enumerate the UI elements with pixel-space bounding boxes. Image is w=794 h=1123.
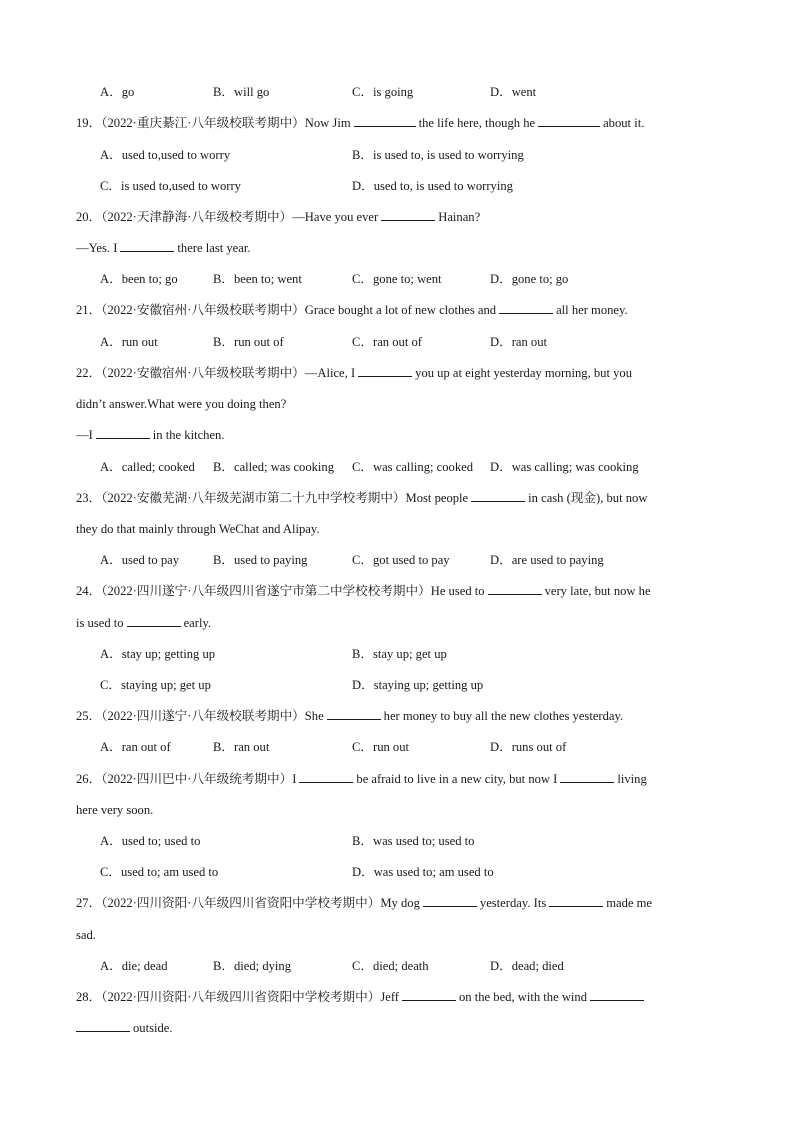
option-c[interactable]: C．died; death <box>352 959 429 973</box>
option-c[interactable]: C．gone to; went <box>352 272 442 286</box>
question-text: I <box>292 772 297 786</box>
question-source: （2022·重庆綦江·八年级校联考期中） <box>101 116 305 130</box>
answer-blank[interactable] <box>299 769 353 783</box>
option-d[interactable]: D．used to, is used to worrying <box>352 179 513 193</box>
answer-blank[interactable] <box>560 769 614 783</box>
answer-blank[interactable] <box>127 613 181 627</box>
question-number: 22． <box>76 366 102 380</box>
question-text: —Yes. I <box>76 241 118 255</box>
question-number: 19． <box>76 116 102 130</box>
question-text: here very soon. <box>76 803 154 817</box>
question-source: （2022·四川资阳·八年级四川省资阳中学校考期中） <box>101 896 381 910</box>
option-a[interactable]: A．used to; used to <box>100 834 201 848</box>
option-c[interactable]: C．is used to,used to worry <box>100 179 241 193</box>
question-number: 24． <box>76 584 102 598</box>
option-c[interactable]: C．used to; am used to <box>100 865 219 879</box>
option-a[interactable]: A．used to,used to worry <box>100 148 231 162</box>
question-28-line-2 <box>76 1018 734 1038</box>
question-number: 28． <box>76 990 102 1004</box>
option-d[interactable]: D．runs out of <box>490 740 567 754</box>
question-text: Jeff <box>380 990 399 1004</box>
option-d[interactable]: D．are used to paying <box>490 553 604 567</box>
question-text: —Alice, I <box>304 366 356 380</box>
answer-blank[interactable] <box>354 113 416 127</box>
question-text: be afraid to live in a new city, but now I <box>356 772 558 786</box>
question-text: sad. <box>76 928 96 942</box>
option-c[interactable]: C．staying up; get up <box>100 678 211 692</box>
question-number: 23． <box>76 491 102 505</box>
option-c[interactable]: C．is going <box>352 85 414 99</box>
question-number: 27． <box>76 896 102 910</box>
option-b[interactable]: B．is used to, is used to worrying <box>352 148 524 162</box>
answer-blank[interactable] <box>538 113 600 127</box>
question-text: Most people <box>405 491 469 505</box>
question-text: is used to <box>76 616 124 630</box>
option-b[interactable]: B．will go <box>213 85 270 99</box>
question-25 <box>76 706 734 726</box>
option-c[interactable]: C．got used to pay <box>352 553 450 567</box>
question-number: 25． <box>76 709 102 723</box>
option-d[interactable]: D．ran out <box>490 335 548 349</box>
answer-blank[interactable] <box>402 987 456 1001</box>
question-source: （2022·天津静海·八年级校考期中） <box>101 210 293 224</box>
question-text: My dog <box>380 896 420 910</box>
question-text: living <box>617 772 647 786</box>
question-text: outside. <box>133 1021 173 1035</box>
answer-blank[interactable] <box>327 706 381 720</box>
answer-blank[interactable] <box>76 1018 130 1032</box>
question-27-line-2 <box>76 925 734 945</box>
option-d[interactable]: D．was used to; am used to <box>352 865 494 879</box>
answer-blank[interactable] <box>590 987 644 1001</box>
answer-blank[interactable] <box>549 893 603 907</box>
question-22 <box>76 363 734 383</box>
answer-blank[interactable] <box>488 581 542 595</box>
question-text: they do that mainly through WeChat and Alipay. <box>76 522 320 536</box>
option-a[interactable]: A．been to; go <box>100 272 178 286</box>
question-text: yesterday. Its <box>479 896 547 910</box>
option-b[interactable]: B．run out of <box>213 335 284 349</box>
answer-blank[interactable] <box>96 425 150 439</box>
question-source: （2022·四川遂宁·八年级四川省遂宁市第二中学校校考期中） <box>101 584 431 598</box>
question-number: 26． <box>76 772 102 786</box>
option-b[interactable]: B．ran out <box>213 740 270 754</box>
question-text: made me <box>606 896 653 910</box>
question-text: early. <box>183 616 212 630</box>
question-source: （2022·四川遂宁·八年级校联考期中） <box>101 709 305 723</box>
question-source: （2022·安徽芜湖·八年级芜湖市第二十九中学校考期中） <box>101 491 406 505</box>
question-27 <box>76 893 734 913</box>
question-24-line-2 <box>76 613 734 633</box>
option-b[interactable]: B．called; was cooking <box>213 460 335 474</box>
question-text: on the bed, with the wind <box>459 990 588 1004</box>
question-text: all her money. <box>556 303 628 317</box>
option-c[interactable]: C．run out <box>352 740 410 754</box>
option-b[interactable]: B．died; dying <box>213 959 292 973</box>
question-26 <box>76 769 734 789</box>
question-text: Hainan? <box>438 210 481 224</box>
question-text: her money to buy all the new clothes yesterday. <box>383 709 624 723</box>
question-23 <box>76 488 734 508</box>
question-source: （2022·安徽宿州·八年级校联考期中） <box>101 303 305 317</box>
answer-blank[interactable] <box>423 893 477 907</box>
option-a[interactable]: A．used to pay <box>100 553 180 567</box>
question-22-line-3 <box>76 425 734 445</box>
question-text: —I <box>76 428 93 442</box>
question-source: （2022·四川巴中·八年级统考期中） <box>101 772 293 786</box>
option-d[interactable]: D．went <box>490 85 537 99</box>
option-b[interactable]: B．been to; went <box>213 272 302 286</box>
question-21 <box>76 300 734 320</box>
option-b[interactable]: B．used to paying <box>213 553 308 567</box>
option-a[interactable]: A．ran out of <box>100 740 171 754</box>
answer-blank[interactable] <box>499 300 553 314</box>
question-number: 21． <box>76 303 102 317</box>
question-22-line-2 <box>76 394 734 414</box>
question-text: Grace bought a lot of new clothes and <box>304 303 497 317</box>
answer-blank[interactable] <box>120 238 174 252</box>
question-text: —Have you ever <box>292 210 379 224</box>
answer-blank[interactable] <box>381 207 435 221</box>
question-24 <box>76 581 734 601</box>
option-b[interactable]: B．was used to; used to <box>352 834 475 848</box>
option-a[interactable]: A．go <box>100 85 135 99</box>
answer-blank[interactable] <box>471 488 525 502</box>
question-26-line-2 <box>76 800 734 820</box>
option-a[interactable]: A．stay up; getting up <box>100 647 216 661</box>
question-text: didn’t answer.What were you doing then? <box>76 397 287 411</box>
answer-blank[interactable] <box>358 363 412 377</box>
option-a[interactable]: A．run out <box>100 335 158 349</box>
question-text: in the kitchen. <box>152 428 225 442</box>
option-b[interactable]: B．stay up; get up <box>352 647 447 661</box>
question-text: He used to <box>430 584 485 598</box>
question-number: 20． <box>76 210 102 224</box>
question-23-line-2 <box>76 519 734 539</box>
question-20 <box>76 207 734 227</box>
question-text: you up at eight yesterday morning, but you <box>415 366 632 380</box>
option-d[interactable]: D．dead; died <box>490 959 564 973</box>
question-text: She <box>304 709 324 723</box>
question-text: there last year. <box>177 241 251 255</box>
question-19 <box>76 113 734 133</box>
question-text: the life here, though he <box>418 116 536 130</box>
option-a[interactable]: A．die; dead <box>100 959 168 973</box>
option-c[interactable]: C．ran out of <box>352 335 422 349</box>
option-c[interactable]: C．was calling; cooked <box>352 460 474 474</box>
option-d[interactable]: D．gone to; go <box>490 272 569 286</box>
question-28 <box>76 987 734 1007</box>
question-source: （2022·安徽宿州·八年级校联考期中） <box>101 366 305 380</box>
question-text: very late, but now he <box>544 584 651 598</box>
option-a[interactable]: A．called; cooked <box>100 460 195 474</box>
option-d[interactable]: D．staying up; getting up <box>352 678 484 692</box>
question-source: （2022·四川资阳·八年级四川省资阳中学校考期中） <box>101 990 381 1004</box>
option-d[interactable]: D．was calling; was cooking <box>490 460 639 474</box>
question-20-line-2 <box>76 238 734 258</box>
question-text: about it. <box>603 116 645 130</box>
question-text: Now Jim <box>304 116 351 130</box>
question-text: in cash (现金), but now <box>528 491 648 505</box>
